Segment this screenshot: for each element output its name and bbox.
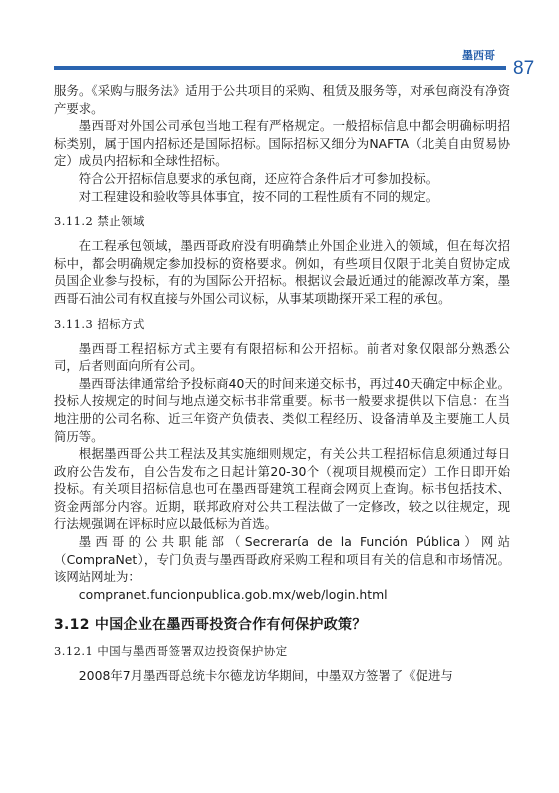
website-url: compranet.funcionpublica.gob.mx/web/login.html [78,586,388,602]
paragraph: 符合公开招标信息要求的承包商，还应符合条件后才可参加投标。 [78,170,439,186]
section-heading-3-12-1: 3.12.1 中国与墨西哥签署双边投资保护协定 [54,644,288,659]
section-heading-3-12: 3.12 中国企业在墨西哥投资合作有何保护政策？ [54,617,367,634]
paragraph: 墨西哥对外国公司承包当地工程有严格规定。一般招标信息中都会明确标明招标类别，属于国内招标还是国际招标。国际招标又细分为NAFTA（北美自由贸易协定）成员内招标和全球性招标。 [54,118,510,169]
section-heading-3-11-3: 3.11.3 招标方式 [54,316,145,331]
paragraph: 在工程承包领域，墨西哥政府没有明确禁止外国企业进入的领域，但在每次招标中，都会明确规定参加投标的资格要求。例如，有些项目仅限于北美自贸协定成员国企业参与投标，有的为国际公开招标。根据议会最近通过的能源改革方案，墨西哥石油公司有权直接与外国公司议标，从事某项勘探开采工程的承包。 [54,238,510,306]
section-heading-3-11-2: 3.11.2 禁止领域 [54,214,145,229]
paragraph: 服务。《采购与服务法》适用于公共项目的采购、租赁及服务等，对承包商没有净资产要求。 [54,83,510,116]
paragraph: 墨西哥工程招标方式主要有有限招标和公开招标。前者对象仅限部分熟悉公司，后者则面向所有公司。 [54,340,510,374]
header-rule [54,66,506,70]
paragraph: 根据墨西哥公共工程法及其实施细则规定，有关公共工程招标信息须通过每日政府公告发布，自公告发布之日起计第20-30个（视项目规模而定）工作日即开始投标。有关项目招标信息也可在墨西哥建筑工程商会网页上查询。标书包括技术、资金两部分内容。近期，联邦政府对公共工程法做了一定修改，较之以往规定，现行法规强调在评标时应以最低标为首选。 [54,446,510,532]
paragraph: 2008年7月墨西哥总统卡尔德龙访华期间，中墨双方签署了《促进与 [78,668,453,684]
paragraph: 对工程建设和验收等具体事宜，按不同的工程性质有不同的规定。 [78,188,439,204]
paragraph: 墨西哥法律通常给予投标商40天的时间来递交标书，再过40天确定中标企业。投标人按规定的时间与地点递交标书非常重要。标书一般要求提供以下信息：在当地注册的公司名称、近三年资产负债表、类似工程经历、设备清单及主要施工人员简历等。 [54,375,510,444]
page-body [54,82,510,685]
running-header: 墨西哥 [462,49,495,62]
paragraph: 墨西哥的公共职能部（Secrerarίa de la Función Pública）网站（CompraNet），专门负责与墨西哥政府采购工程和项目有关的信息和市场情况。该网站网址为： [54,534,510,585]
page-number: 87 [513,58,535,79]
